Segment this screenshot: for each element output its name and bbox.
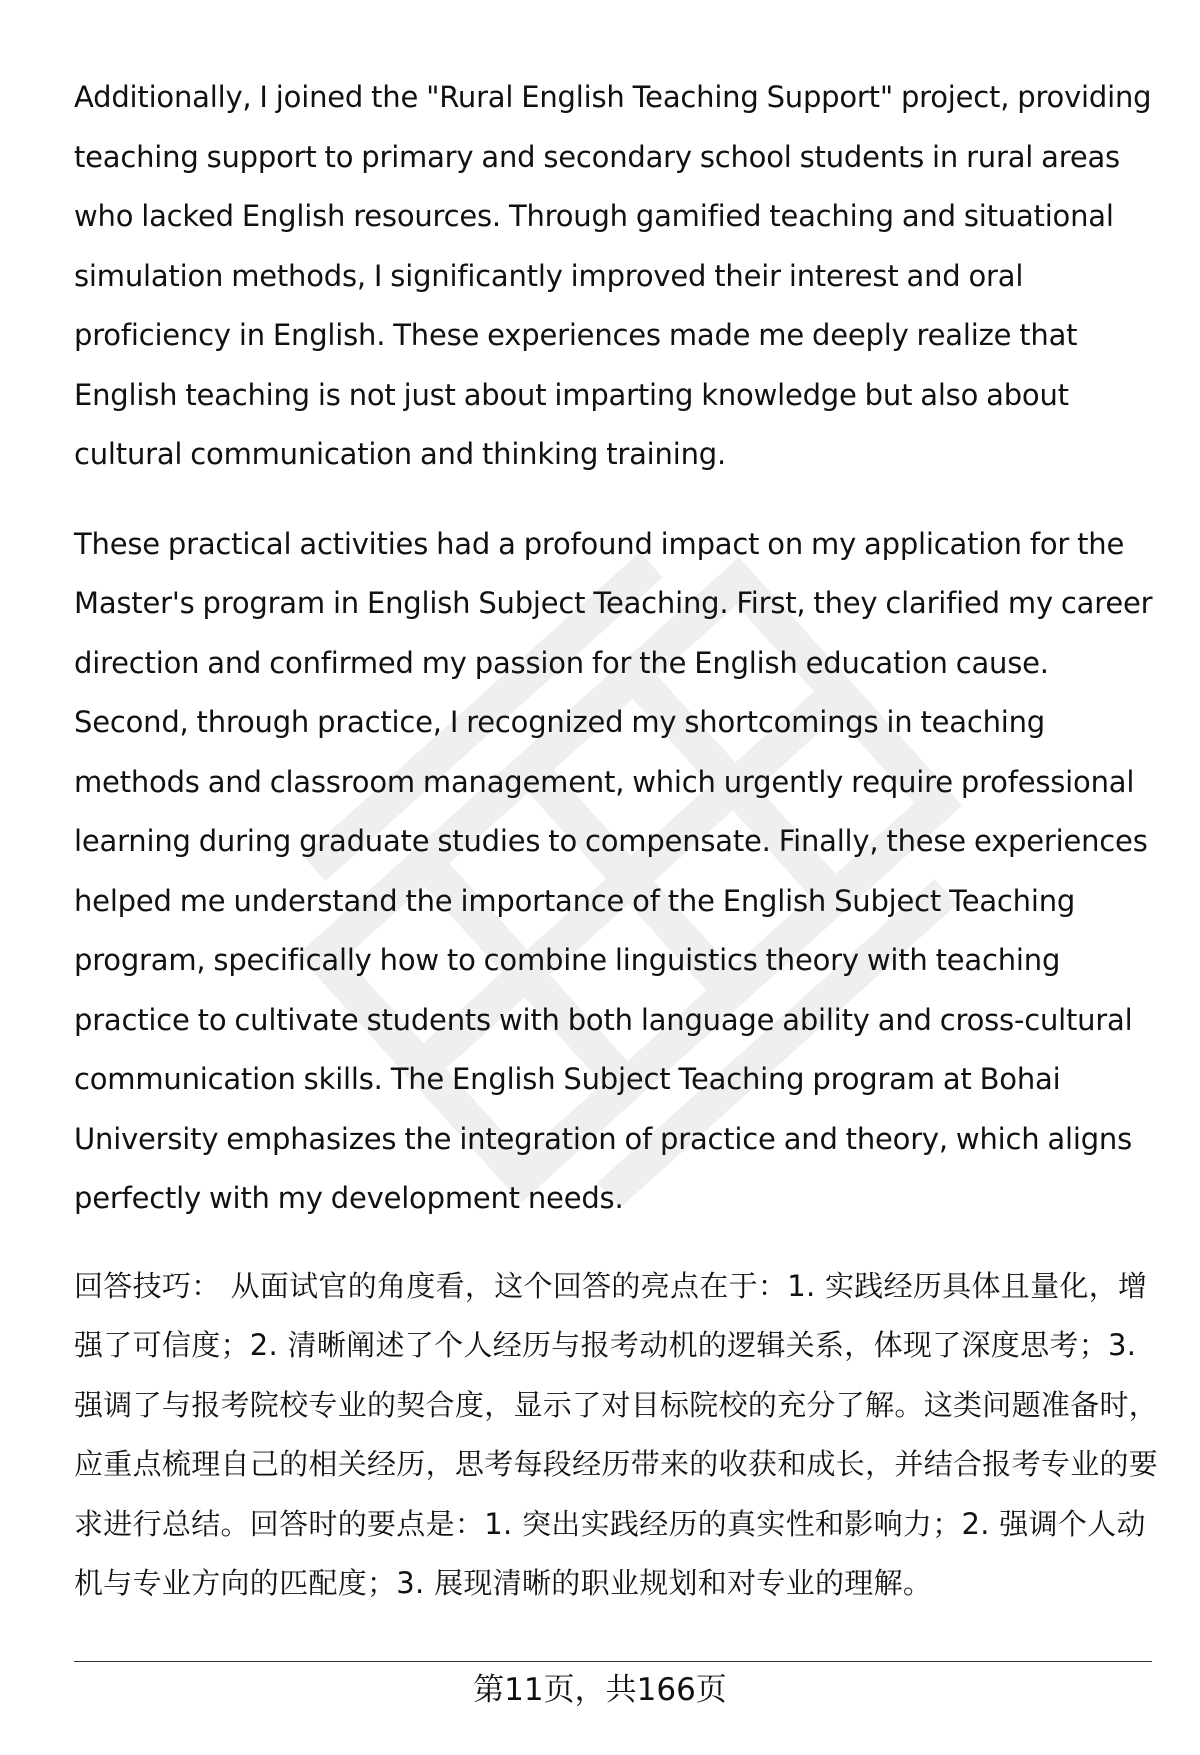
document-body [74,68,1164,1614]
answer-tips-text: 从面试官的角度看，这个回答的亮点在于：1. 实践经历具体且量化，增强了可信度；2. 清晰阐述了个人经历与报考动机的逻辑关系，体现了深度思考；3. 强调了与报考院校专业的契合度，显示了对目标院校的充分了解。这类问题准备时，应重点梳理自己的相关经历，思考每段经历带来的收获和成长，并结合报考专业的要求进行总结。回答时的要点是：1. 突出实践经历的真实性和影响力；2. 强调个人动机与专业方向的匹配度；3. 展现清晰的职业规划和对专业的理解。 [74,1268,1159,1600]
footer-divider [74,1661,1152,1662]
answer-tips-label: 回答技巧： [74,1268,221,1303]
body-paragraph: Additionally, I joined the "Rural English Teaching Support" project, providing teaching support to primary and secondary school students in rural areas who lacked English resources. Through gamified teaching and situational simulation methods, I significantly improved their interest and oral proficiency in English. These experiences made me deeply realize that English teaching is not just about imparting knowledge but also about cultural communication and thinking training. [74,80,1152,471]
body-paragraph: These practical activities had a profound impact on my application for the Master's program in English Subject Teaching. First, they clarified my career direction and confirmed my passion for the English education cause. Second, through practice, I recognized my shortcomings in teaching methods and classroom management, which urgently require professional learning during graduate studies to compensate. Finally, these experiences helped me understand the importance of the English Subject Teaching program, specifically how to combine linguistics theory with teaching practice to cultivate students with both language ability and cross-cultural communication skills. The English Subject Teaching program at Bohai University emphasizes the integration of practice and theory, which aligns perfectly with my development needs. [74,526,1153,1215]
answer-tips-paragraph [74,1257,1164,1614]
page-number: 第11页，共166页 [473,1672,727,1708]
